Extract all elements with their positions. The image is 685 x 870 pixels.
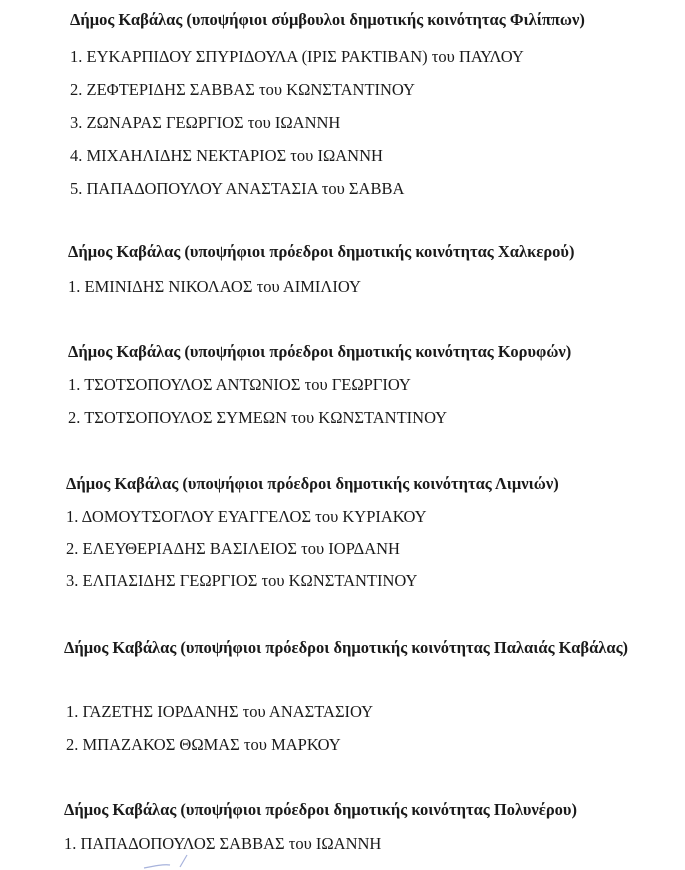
section-heading-chalkerou: Δήμος Καβάλας (υποψήφιοι πρόεδροι δημοτικής κοινότητας Χαλκερού) <box>68 242 575 261</box>
list-item: 1. ΕΜΙΝΙΔΗΣ ΝΙΚΟΛΑΟΣ του ΑΙΜΙΛΙΟΥ <box>68 277 361 296</box>
list-item: 2. ΕΛΕΥΘΕΡΙΑΔΗΣ ΒΑΣΙΛΕΙΟΣ του ΙΟΡΔΑΝΗ <box>66 539 400 558</box>
handwritten-mark <box>140 853 200 870</box>
section-heading-polynerou: Δήμος Καβάλας (υποψήφιοι πρόεδροι δημοτικής κοινότητας Πολυνέρου) <box>64 800 577 819</box>
list-item: 3. ΕΛΠΑΣΙΔΗΣ ΓΕΩΡΓΙΟΣ του ΚΩΝΣΤΑΝΤΙΝΟΥ <box>66 571 418 590</box>
section-heading-limnion: Δήμος Καβάλας (υποψήφιοι πρόεδροι δημοτικής κοινότητας Λιμνιών) <box>66 474 559 493</box>
section-heading-palaias-kavalas: Δήμος Καβάλας (υποψήφιοι πρόεδροι δημοτικής κοινότητας Παλαιάς Καβάλας) <box>64 638 629 657</box>
list-item: 1. ΕΥΚΑΡΠΙΔΟΥ ΣΠΥΡΙΔΟΥΛΑ (ΙΡΙΣ ΡΑΚΤΙΒΑΝ) του ΠΑΥΛΟΥ <box>70 47 524 66</box>
list-item: 3. ΖΩΝΑΡΑΣ ΓΕΩΡΓΙΟΣ του ΙΩΑΝΝΗ <box>70 113 341 132</box>
list-item: 5. ΠΑΠΑΔΟΠΟΥΛΟΥ ΑΝΑΣΤΑΣΙΑ του ΣΑΒΒΑ <box>70 179 405 198</box>
list-item: 2. ΤΣΟΤΣΟΠΟΥΛΟΣ ΣΥΜΕΩΝ του ΚΩΝΣΤΑΝΤΙΝΟΥ <box>68 408 448 427</box>
section-heading-koryfon: Δήμος Καβάλας (υποψήφιοι πρόεδροι δημοτικής κοινότητας Κορυφών) <box>68 342 572 361</box>
section-heading-filippon: Δήμος Καβάλας (υποψήφιοι σύμβουλοι δημοτικής κοινότητας Φιλίππων) <box>70 10 585 29</box>
list-item: 1. ΠΑΠΑΔΟΠΟΥΛΟΣ ΣΑΒΒΑΣ του ΙΩΑΝΝΗ <box>64 834 382 853</box>
list-item: 1. ΤΣΟΤΣΟΠΟΥΛΟΣ ΑΝΤΩΝΙΟΣ του ΓΕΩΡΓΙΟΥ <box>68 375 411 394</box>
list-item: 1. ΔΟΜΟΥΤΣΟΓΛΟΥ ΕΥΑΓΓΕΛΟΣ του ΚΥΡΙΑΚΟΥ <box>66 507 427 526</box>
list-item: 2. ΖΕΦΤΕΡΙΔΗΣ ΣΑΒΒΑΣ του ΚΩΝΣΤΑΝΤΙΝΟΥ <box>70 80 415 99</box>
list-item: 1. ΓΑΖΕΤΗΣ ΙΟΡΔΑΝΗΣ του ΑΝΑΣΤΑΣΙΟΥ <box>66 702 374 721</box>
list-item: 4. ΜΙΧΑΗΛΙΔΗΣ ΝΕΚΤΑΡΙΟΣ του ΙΩΑΝΝΗ <box>70 146 383 165</box>
list-item: 2. ΜΠΑΖΑΚΟΣ ΘΩΜΑΣ του ΜΑΡΚΟΥ <box>66 735 341 754</box>
